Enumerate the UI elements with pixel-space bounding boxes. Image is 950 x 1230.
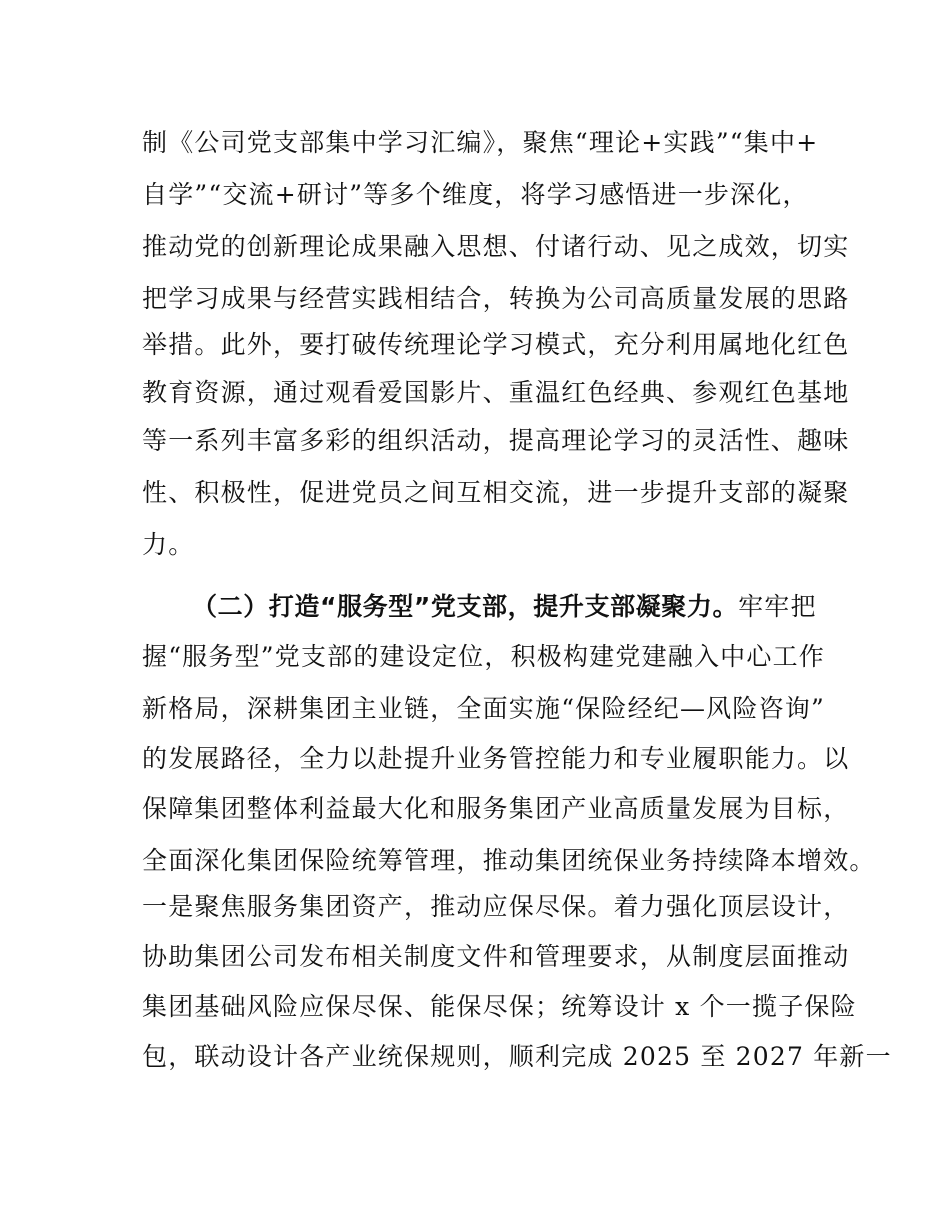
paragraph-2-line-2: 握“服务型”党支部的建设定位，积极构建党建融入中心工作 <box>142 642 825 671</box>
paragraph-2-line-6: 全面深化集团保险统筹管理，推动集团统保业务持续降本增效。 <box>142 846 876 875</box>
paragraph-2-line-4: 的发展路径，全力以赴提升业务管控能力和专业履职能力。以 <box>142 744 850 773</box>
paragraph-2-first-line <box>192 592 817 622</box>
paragraph-2-line-5: 保障集团整体利益最大化和服务集团产业高质量发展为目标， <box>142 794 850 823</box>
paragraph-1-line-2: 自学”“交流+研讨”等多个维度，将学习感悟进一步深化， <box>142 180 809 209</box>
section-heading: （二）打造“服务型”党支部，提升支部凝聚力。 <box>192 592 739 621</box>
paragraph-1-line-9: 力。 <box>142 530 195 559</box>
paragraph-2-line-7: 一是聚焦服务集团资产，推动应保尽保。着力强化顶层设计， <box>142 892 850 921</box>
paragraph-1-line-7: 等一系列丰富多彩的组织活动，提高理论学习的灵活性、趣味 <box>142 426 850 455</box>
paragraph-1-line-3: 推动党的创新理论成果融入思想、付诸行动、见之成效，切实 <box>142 232 850 261</box>
paragraph-2-line-9: 集团基础风险应保尽保、能保尽保；统筹设计 x 个一揽子保险 <box>142 992 857 1021</box>
paragraph-1-line-6: 教育资源，通过观看爱国影片、重温红色经典、参观红色基地 <box>142 378 850 407</box>
paragraph-2-line-8: 协助集团公司发布相关制度文件和管理要求，从制度层面推动 <box>142 942 850 971</box>
paragraph-1-line-4: 把学习成果与经营实践相结合，转换为公司高质量发展的思路 <box>142 284 850 313</box>
paragraph-1-line-5: 举措。此外，要打破传统理论学习模式，充分利用属地化红色 <box>142 330 850 359</box>
paragraph-2-line-3: 新格局，深耕集团主业链，全面实施“保险经纪—风险咨询” <box>142 694 825 723</box>
paragraph-1-line-8: 性、积极性，促进党员之间互相交流，进一步提升支部的凝聚 <box>142 478 850 507</box>
heading-line-rest: 牢牢把 <box>738 592 817 621</box>
paragraph-2-line-10: 包，联动设计各产业统保规则，顺利完成 2025 至 2027 年新一 <box>142 1042 892 1071</box>
paragraph-1-line-1: 制《公司党支部集中学习汇编》，聚焦“理论+实践”“集中+ <box>142 128 819 157</box>
